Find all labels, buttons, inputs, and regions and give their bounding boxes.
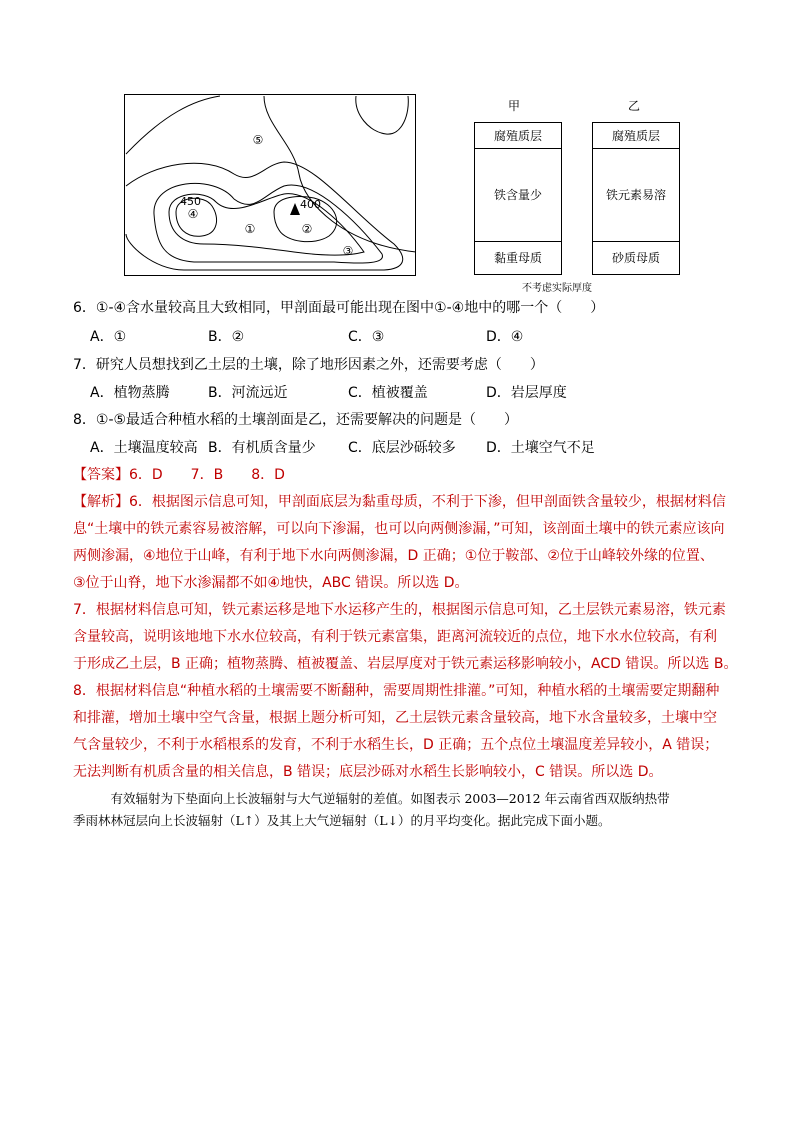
map-label-point3: ③ (342, 244, 354, 258)
question-8-option-c: C．底层沙砾较多 (348, 440, 456, 456)
question-7-option-c: C．植被覆盖 (348, 385, 428, 401)
contour-line (356, 96, 408, 134)
analysis-7-line-1: 7．根据材料信息可知，铁元素运移是地下水运移产生的，根据图示信息可知，乙土层铁元素易溶，铁元素 (73, 602, 726, 618)
profile-yi-title: 乙 (627, 99, 640, 113)
analysis-6 (73, 489, 733, 597)
analysis-8 (73, 678, 733, 786)
analysis-7 (73, 597, 738, 678)
peak-triangle-icon (290, 203, 300, 215)
analysis-6-line-2: 息“土壤中的铁元素容易被溶解，可以向下渗漏，也可以向两侧渗漏，”可知，该剖面土壤中的铁元素应该向 (73, 521, 725, 537)
map-frame (125, 95, 416, 276)
analysis-8-line-3: 气含量较少，不利于水稻根系的发育，不利于水稻生长，D 正确；五个点位土壤温度差异较小，A 错误； (73, 737, 719, 753)
question-8-option-b: B．有机质含量少 (208, 440, 316, 456)
answer-text: 6．D 7．B 8．D (129, 467, 285, 483)
map-label-elev400: 400 (300, 198, 321, 211)
question-6-option-d: D．④ (486, 329, 524, 345)
question-7-option-b: B．河流远近 (208, 385, 288, 401)
map-label-elev450: 450 (180, 195, 201, 208)
contour-line (126, 162, 403, 270)
question-8-option-a: A．土壤温度较高 (90, 440, 198, 456)
profile-yi-layer-1: 腐殖质层 (593, 123, 679, 149)
question-7-stem: 7．研究人员想找到乙土层的土壤，除了地形因素之外，还需要考虑（ ） (73, 357, 544, 373)
map-label-point1: ① (244, 222, 256, 236)
profile-yi-layer-2: 铁元素易溶 (593, 148, 679, 242)
analysis-8-line-2: 和排灌，增加土壤中空气含量，根据上题分析可知，乙土层铁元素含量较高，地下水含量较多，土壤中空 (73, 710, 717, 726)
contour-map (124, 94, 416, 276)
question-6-stem: 6．①-④含水量较高且大致相同，甲剖面最可能出现在图中①-④地中的哪一个（ ） (73, 300, 605, 316)
answer-line (73, 465, 285, 485)
profile-jia-layer-3: 黏重母质 (493, 251, 542, 265)
intro-line-2: 季雨林林冠层向上长波辐射（L↑）及其上大气逆辐射（L↓）的月平均变化。据此完成下面小题。 (73, 813, 611, 828)
analysis-8-line-1: 8．根据材料信息“种植水稻的土壤需要不断翻种，需要周期性排灌。”可知，种植水稻的土壤需要定期翻种 (73, 683, 720, 699)
analysis-7-line-2: 含量较高，说明该地地下水水位较高，有利于铁元素富集，距离河流较近的点位，地下水水位较高，有利 (73, 629, 717, 645)
question-7-option-a: A．植物蒸腾 (90, 385, 170, 401)
question-6-option-a: A．① (90, 329, 127, 345)
map-label-point2: ② (301, 222, 313, 236)
profile-jia (474, 122, 562, 275)
analysis-label: 【解析】 (73, 494, 129, 510)
analysis-6-line-4: ③位于山脊，地下水渗漏都不如④地快，ABC 错误。所以选 D。 (73, 575, 469, 591)
question-8-stem: 8．①-⑤最适合种植水稻的土壤剖面是乙，还需要解决的问题是（ ） (73, 412, 519, 428)
profile-jia-layer-2: 铁含量少 (475, 148, 561, 242)
answer-label: 【答案】 (73, 467, 129, 483)
question-8-option-d: D．土壤空气不足 (486, 440, 595, 456)
question-7-option-d: D．岩层厚度 (486, 385, 567, 401)
figure-note: 不考虑实际厚度 (522, 283, 592, 294)
analysis-8-line-4: 无法判断有机质含量的相关信息，B 错误；底层沙砾对水稻生长影响较小，C 错误。所以选 D。 (73, 764, 663, 780)
intro-line-1: 有效辐射为下垫面向上长波辐射与大气逆辐射的差值。如图表示 2003—2012 年云南省西双版纳热带 (73, 791, 670, 806)
analysis-6-line-1: 6．根据图示信息可知，甲剖面底层为黏重母质，不利于下渗，但甲剖面铁含量较少，根据材料信 (129, 494, 726, 510)
profile-jia-title: 甲 (507, 99, 520, 113)
question-6-option-c: C．③ (348, 329, 385, 345)
profile-yi (592, 122, 680, 275)
question-6-option-b: B．② (208, 329, 245, 345)
next-group-intro (73, 788, 733, 832)
contour-line (126, 96, 416, 252)
map-label-point4: ④ (187, 207, 199, 221)
profile-jia-layer-1: 腐殖质层 (475, 123, 561, 149)
analysis-6-line-3: 两侧渗漏，④地位于山峰，有利于地下水向两侧渗漏，D 正确；①位于鞍部、②位于山峰较外缘的位置、 (73, 548, 714, 564)
map-label-point5: ⑤ (252, 133, 264, 147)
analysis-7-line-3: 于形成乙土层，B 正确；植物蒸腾、植被覆盖、岩层厚度对于铁元素运移影响较小，ACD 错误。所以选 B。 (73, 656, 738, 672)
profile-yi-layer-3: 砂质母质 (611, 251, 660, 265)
